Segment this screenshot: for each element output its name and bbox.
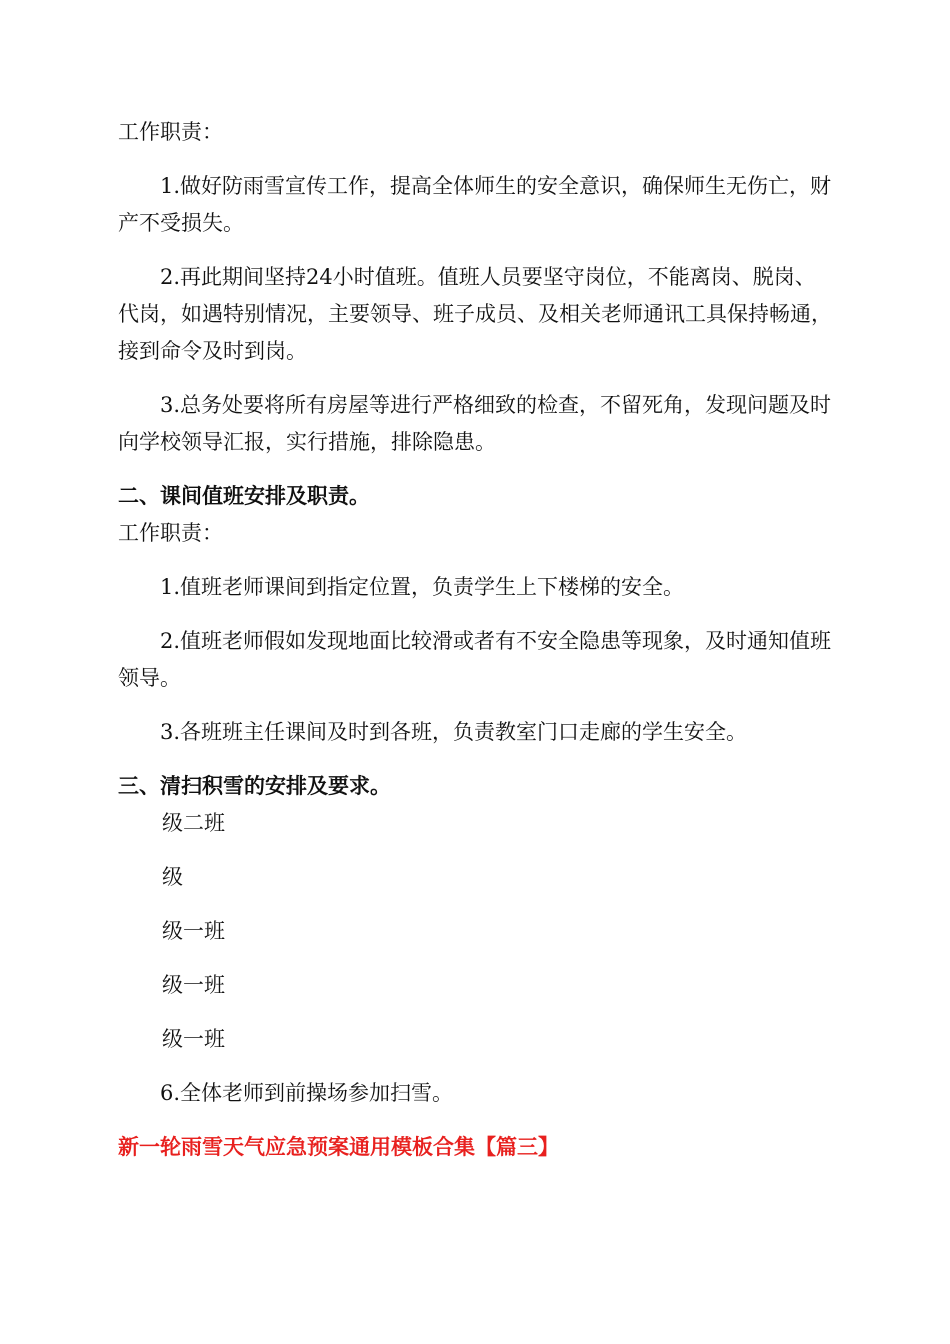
paragraph-break-item-3: 3.各班班主任课间及时到各班，负责教室门口走廊的学生安全。: [160, 720, 748, 744]
class-list-item: 级一班: [162, 1027, 225, 1051]
class-list-item: 级: [162, 865, 183, 889]
paragraph-break-item-2: 2.值班老师假如发现地面比较滑或者有不安全隐患等现象，及时通知值班领导。: [118, 629, 832, 690]
paragraph-duties-label-2: 工作职责：: [118, 521, 223, 545]
paragraph-break-item-1: 1.值班老师课间到指定位置，负责学生上下楼梯的安全。: [160, 575, 685, 599]
section-heading-2: 二、课间值班安排及职责。: [118, 484, 370, 508]
paragraph-duties-label: 工作职责：: [118, 120, 223, 144]
paragraph-item-3: 3.总务处要将所有房屋等进行严格细致的检查，不留死角，发现问题及时向学校领导汇报，实行措施，排除隐患。: [118, 393, 832, 454]
section-heading-3: 三、清扫积雪的安排及要求。: [118, 774, 391, 798]
class-list-item: 级一班: [162, 973, 225, 997]
class-list-item: 级二班: [162, 811, 225, 835]
paragraph-item-6: 6.全体老师到前操场参加扫雪。: [160, 1081, 454, 1105]
paragraph-item-2: 2.再此期间坚持24小时值班。值班人员要坚守岗位，不能离岗、脱岗、代岗，如遇特别情况，主要领导、班子成员、及相关老师通讯工具保持畅通，接到命令及时到岗。: [118, 265, 832, 363]
red-section-title: 新一轮雨雪天气应急预案通用模板合集【篇三】: [118, 1135, 559, 1159]
paragraph-item-1: 1.做好防雨雪宣传工作，提高全体师生的安全意识，确保师生无伤亡，财产不受损失。: [118, 174, 832, 235]
class-list-item: 级一班: [162, 919, 225, 943]
